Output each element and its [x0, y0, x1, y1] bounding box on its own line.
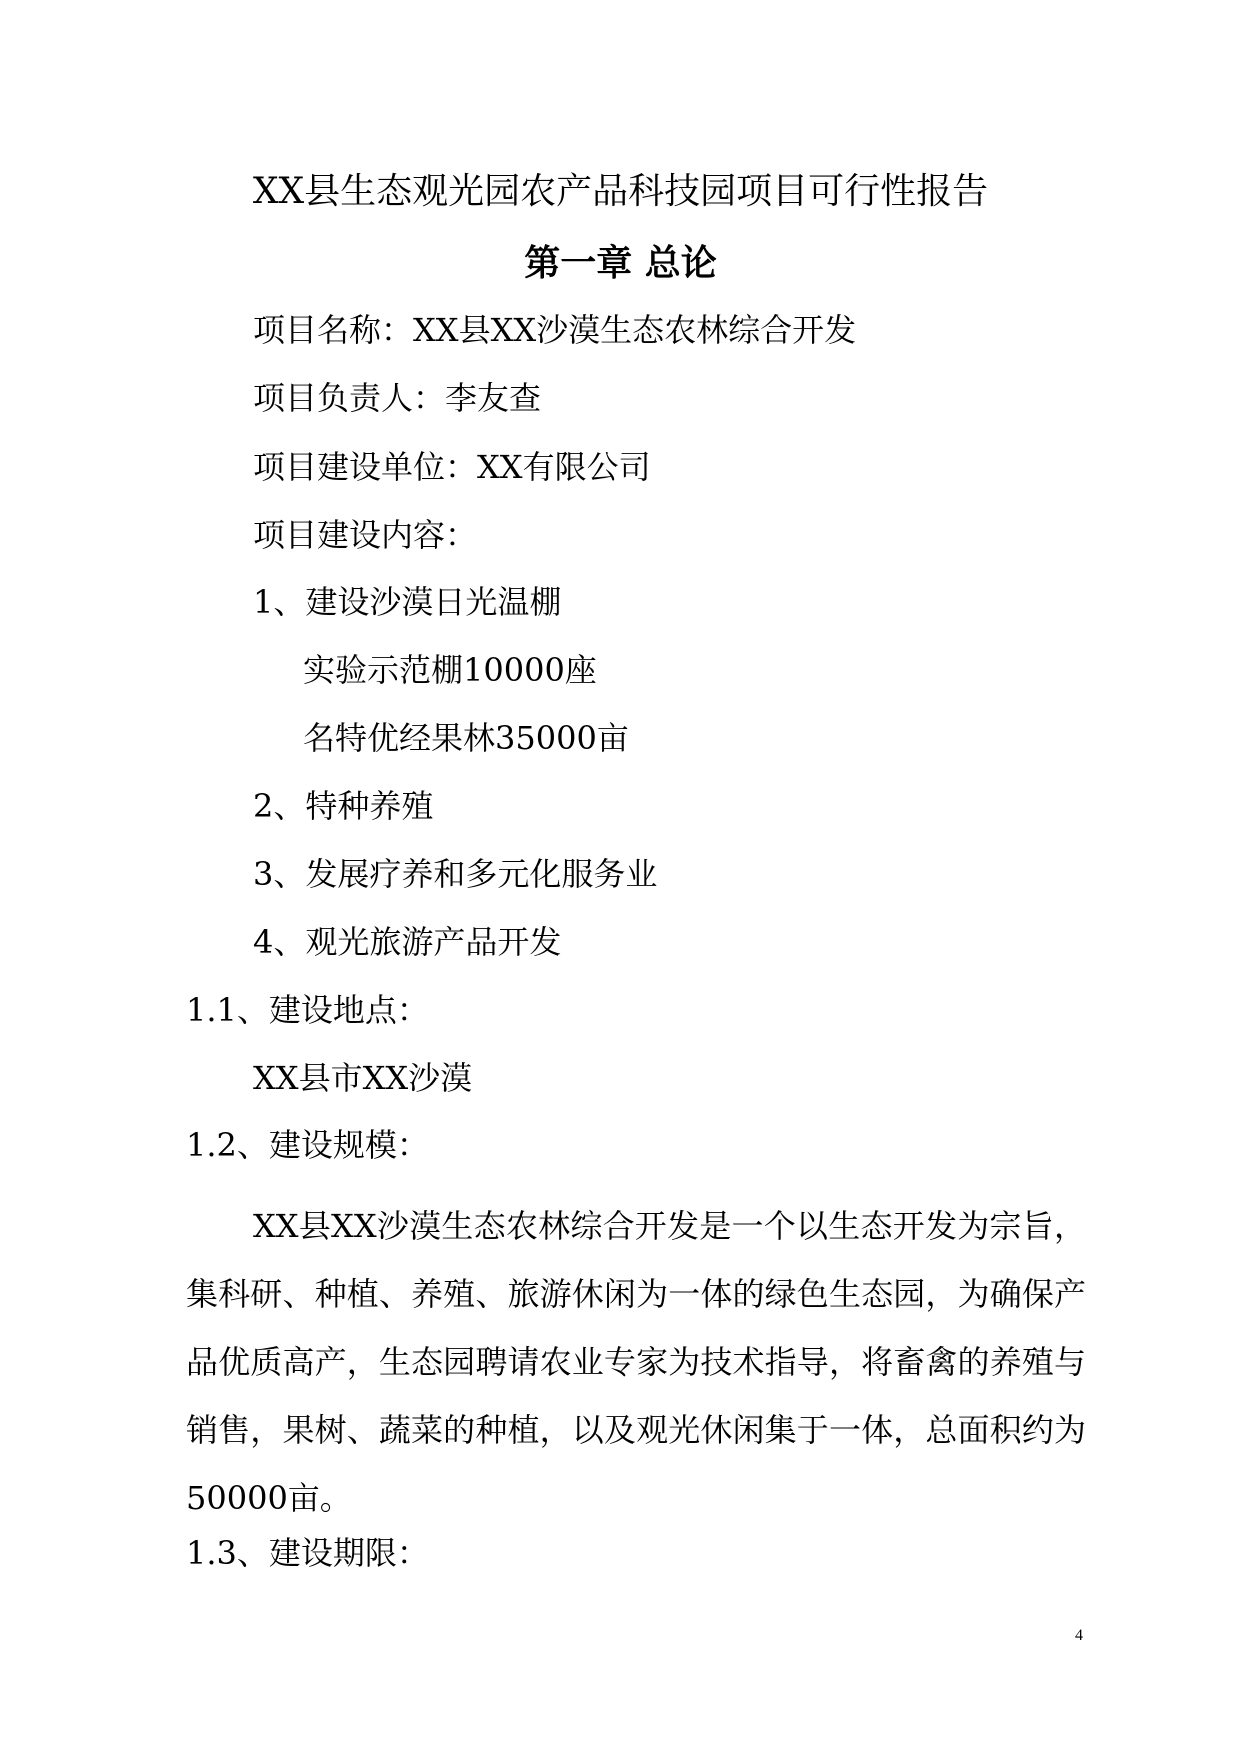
section-1-2-paragraph: XX县XX沙漠生态农林综合开发是一个以生态开发为宗旨，集科研、种植、养殖、旅游休闲为一体的绿色生态园，为确保产品优质高产，生态园聘请农业专家为技术指导，将畜禽的养殖与销售，果树、蔬菜的种植，以及观光休闲集于一体，总面积约为50000亩。: [186, 1207, 1086, 1517]
project-content-heading: 项目建设内容：: [253, 516, 478, 554]
content-item-2: 2、特种养殖: [253, 787, 434, 825]
project-unit-line: 项目建设单位：XX有限公司: [253, 448, 651, 486]
project-name-line: 项目名称：XX县XX沙漠生态农林综合开发: [253, 311, 857, 349]
page-number: 4: [1075, 1627, 1083, 1644]
content-item-1: 1、建设沙漠日光温棚: [253, 583, 562, 621]
content-item-3: 3、发展疗养和多元化服务业: [253, 855, 658, 893]
chapter-heading: 第一章 总论: [524, 242, 717, 284]
content-subitem-orchard: 名特优经果林35000亩: [303, 719, 629, 757]
project-leader-line: 项目负责人：李友查: [253, 379, 542, 417]
content-item-4: 4、观光旅游产品开发: [253, 923, 562, 961]
section-1-2-heading: 1.2、建设规模：: [186, 1126, 429, 1164]
section-1-1-body: XX县市XX沙漠: [253, 1059, 473, 1097]
content-subitem-greenhouse: 实验示范棚10000座: [303, 651, 597, 689]
section-1-3-heading: 1.3、建设期限：: [186, 1534, 429, 1572]
document-title: XX县生态观光园农产品科技园项目可行性报告: [252, 171, 989, 212]
section-1-1-heading: 1.1、建设地点：: [186, 991, 429, 1029]
